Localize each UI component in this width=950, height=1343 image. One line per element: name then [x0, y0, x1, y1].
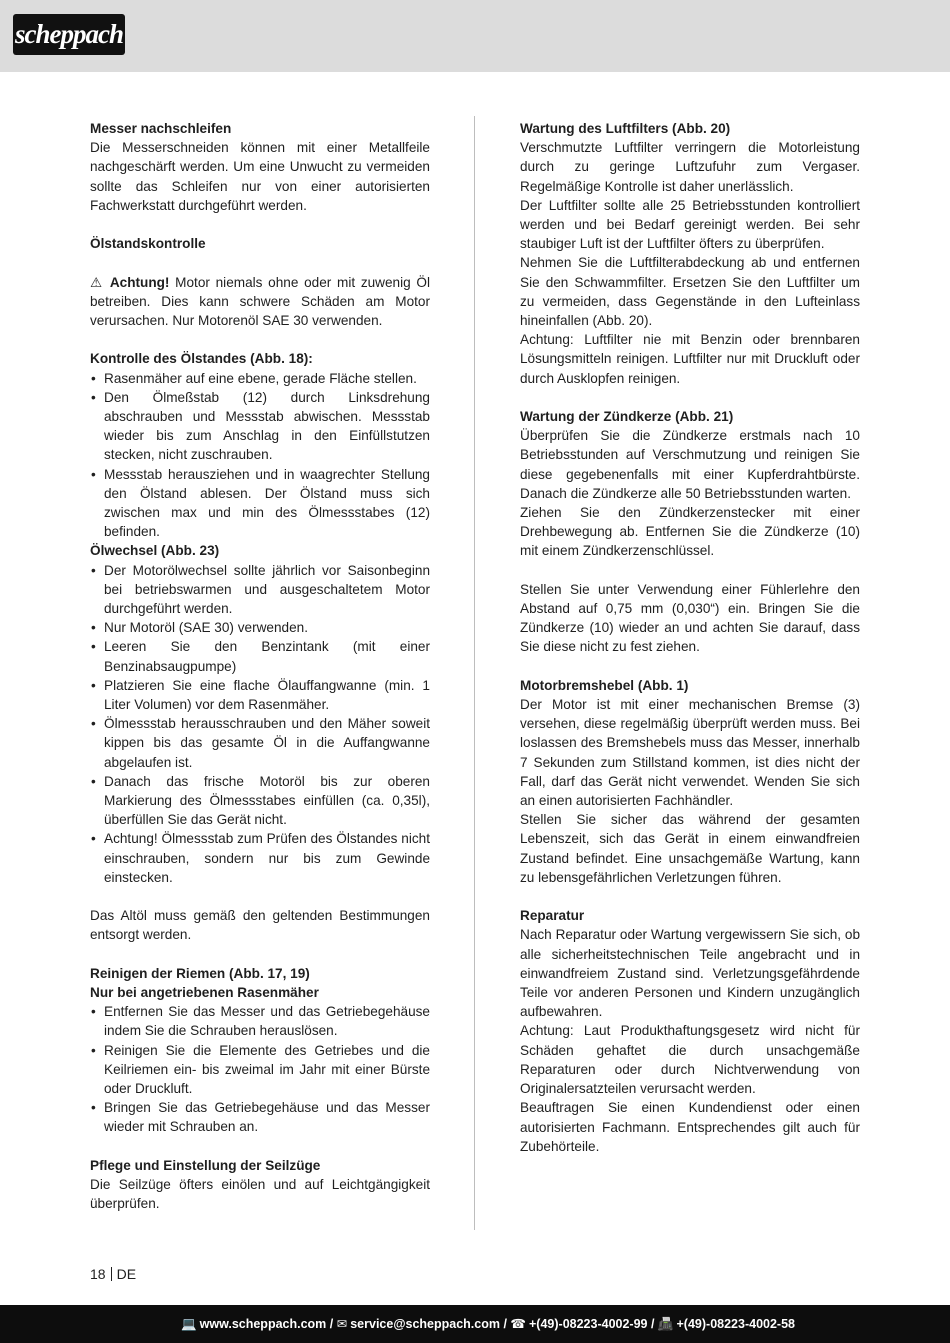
list-item: • Bringen Sie das Getriebegehäuse und das Messer wieder mit Schrauben an.	[90, 1098, 430, 1136]
page-language: DE	[116, 1266, 137, 1282]
list-item: • Leeren Sie den Benzintank (mit einer Benzinabsaugpumpe)	[90, 637, 430, 675]
paragraph: Der Luftfilter sollte alle 25 Betriebsstunden kontrolliert werden und bei Bedarf gereinigt werden. Bei sehr staubiger Luft ist der Luftfilter öfters zu überprüfen.	[520, 197, 860, 252]
list-riemen	[90, 1002, 430, 1136]
footer-email[interactable]: service@scheppach.com /	[350, 1317, 507, 1331]
section-title-reparatur: Reparatur	[520, 908, 585, 924]
list-item: • Danach das frische Motoröl bis zur oberen Markierung des Ölmessstabes einfüllen (ca. 0,35l), überfüllen Sie das Gerät nicht.	[90, 772, 430, 830]
computer-icon: 💻	[181, 1317, 197, 1331]
list-oelwechsel	[90, 561, 430, 887]
section-title-seilzuege: Pflege und Einstellung der Seilzüge	[90, 1157, 321, 1173]
paragraph: Der Motor ist mit einer mechanischen Bremse (3) versehen, diese regelmäßig überprüft werden muss. Bei loslassen des Bremshebels muss das Messer, innerhalb 7 Sekunden zum Stillstand kommen, ist dies nicht der Fall, darf das Gerät nicht verwendet. Wenden Sie sich an einen autorisierten Fachhändler.	[520, 697, 860, 809]
footer-fax: +(49)-08223-4002-58	[676, 1317, 795, 1331]
page-number-separator	[111, 1267, 112, 1281]
list-kontrolle-oelstand	[90, 369, 430, 542]
paragraph: Ziehen Sie den Zündkerzenstecker mit einer Drehbewegung ab. Entfernen Sie die Zündkerze (10) mit einem Zündkerzenschlüssel.	[520, 505, 860, 559]
list-item: • Messstab herausziehen und in waagrechter Stellung den Ölstand ablesen. Der Ölstand muss sich zwischen max und min des Ölmessstabes (12) befinden.	[90, 465, 430, 542]
section-text-messer: Die Messerschneiden können mit einer Metallfeile nachgeschärft werden. Um eine Unwucht zu vermeiden sollte das Schleifen nur von einer autorisierten Fachwerkstatt durchgeführt werden.	[90, 140, 430, 213]
paragraph: Achtung: Luftfilter nie mit Benzin oder brennbaren Lösungsmitteln reinigen. Luftfilter nur mit Druckluft oder durch Ausklopfen reinigen.	[520, 332, 860, 386]
right-column	[520, 119, 860, 1156]
altoel-note: Das Altöl muss gemäß den geltenden Bestimmungen entsorgt werden.	[90, 908, 430, 943]
header-band	[0, 0, 950, 72]
section-title-motorbremshebel: Motorbremshebel (Abb. 1)	[520, 677, 689, 693]
footer-website[interactable]: www.scheppach.com /	[199, 1317, 334, 1331]
list-item: • Nur Motoröl (SAE 30) verwenden.	[90, 618, 430, 637]
warning-label: Achtung!	[109, 274, 170, 290]
list-item: • Rasenmäher auf eine ebene, gerade Fläche stellen.	[90, 369, 430, 388]
section-title-messer: Messer nachschleifen	[90, 121, 232, 136]
mail-icon: ✉	[336, 1317, 348, 1331]
list-item: • Der Motorölwechsel sollte jährlich vor Saisonbeginn bei betriebswarmen und ausgeschaltetem Motor durchgeführt werden.	[90, 561, 430, 619]
footer-phone: +(49)-08223-4002-99 /	[529, 1317, 655, 1331]
section-title-riemen: Reinigen der Riemen (Abb. 17, 19)	[90, 965, 310, 981]
paragraph: Verschmutzte Luftfilter verringern die Motorleistung durch zu geringe Luftzufuhr zum Vergaser. Regelmäßige Kontrolle ist daher unerlässlich.	[520, 140, 860, 194]
list-item: • Ölmessstab herausschrauben und den Mäher soweit kippen bis das gesamte Öl in die Auffangwanne abgelaufen ist.	[90, 714, 430, 772]
fax-icon: 📠	[657, 1317, 674, 1331]
paragraph: Überprüfen Sie die Zündkerze erstmals nach 10 Betriebsstunden auf Verschmutzung und reinigen Sie diese gegebenenfalls mit einer Kupferdrahtbürste. Danach die Zündkerze alle 50 Betriebsstunden warten.	[520, 428, 860, 501]
list-item: • Den Ölmeßstab (12) durch Linksdrehung abschrauben und Messstab abwischen. Messstab wieder bis zum Anschlag in den Einfüllstutzen stecken, nicht zuschrauben.	[90, 388, 430, 465]
list-item: • Reinigen Sie die Elemente des Getriebes und die Keilriemen ein- bis zweimal im Jahr mit einer Bürste oder Druckluft.	[90, 1041, 430, 1099]
section-title-oelstandskontrolle: Ölstandskontrolle	[90, 236, 206, 252]
warning-paragraph	[90, 273, 430, 331]
paragraph: Stellen Sie sicher das während der gesamten Lebenszeit, sich das Gerät in einem einwandfreien Zustand befindet. Eine unsachgemäße Wartung, kann zu lebensgefährlichen Verletzungen führen.	[520, 812, 860, 885]
scheppach-logo: scheppach	[13, 14, 125, 55]
paragraph: Achtung: Laut Produkthaftungsgesetz wird nicht für Schäden gehaftet die durch unsachgemäße Reparaturen oder durch Nichtverwendung von Originalersatzteilen verursacht werden.	[520, 1023, 860, 1097]
list-item: • Achtung! Ölmessstab zum Prüfen des Ölstandes nicht einschrauben, sondern nur bis zum Gewinde einstecken.	[90, 829, 430, 887]
page-number	[90, 1265, 136, 1283]
phone-icon: ☎	[510, 1317, 526, 1331]
section-title-kontrolle-oelstand: Kontrolle des Ölstandes (Abb. 18):	[90, 351, 313, 367]
warning-text: Motor niemals ohne oder mit zuwenig Öl betreiben. Dies kann schwere Schäden am Motor verursachen. Nur Motorenöl SAE 30 verwenden.	[90, 274, 430, 328]
paragraph: Nach Reparatur oder Wartung vergewissern Sie sich, ob alle sicherheitstechnischen Teile angebracht und in einwandfreiem Zustand sind. Verletzungsgefährdende Teile vor anderen Personen und Kindern unzugänglich aufbewahren.	[520, 927, 860, 1020]
section-title-luftfilter: Wartung des Luftfilters (Abb. 20)	[520, 121, 731, 136]
section-text-seilzuege: Die Seilzüge öfters einölen und auf Leichtgängigkeit überprüfen.	[90, 1177, 430, 1212]
paragraph: Beauftragen Sie einen Kundendienst oder einen autorisierten Fachmann. Entsprechendes gilt auch für Zubehörteile.	[520, 1100, 860, 1154]
footer-contact	[181, 1305, 795, 1343]
left-column	[90, 119, 430, 1213]
section-title-zuendkerze: Wartung der Zündkerze (Abb. 21)	[520, 409, 734, 425]
paragraph: Stellen Sie unter Verwendung einer Fühlerlehre den Abstand auf 0,75 mm (0,030“) ein. Bringen Sie die Zündkerze (10) wieder an und achten Sie darauf, dass Sie diese nicht zu fest ziehen.	[520, 581, 860, 655]
list-item: • Entfernen Sie das Messer und das Getriebegehäuse indem Sie die Schrauben herauslösen.	[90, 1002, 430, 1040]
paragraph: Nehmen Sie die Luftfilterabdeckung ab und entfernen Sie den Schwammfilter. Ersetzen Sie den Luftfilter um zu vermeiden, dass Gegenstände in den Lufteinlass hineinfallen (Abb. 20).	[520, 255, 860, 329]
page-number-value: 18	[90, 1266, 106, 1282]
section-subtitle-riemen: Nur bei angetriebenen Rasenmäher	[90, 985, 319, 1001]
footer-bar	[0, 1305, 950, 1343]
warning-icon: ⚠	[90, 274, 105, 290]
section-title-oelwechsel: Ölwechsel (Abb. 23)	[90, 543, 220, 559]
list-item: • Platzieren Sie eine flache Ölauffangwanne (min. 1 Liter Volumen) vor dem Rasenmäher.	[90, 676, 430, 714]
column-divider	[474, 116, 475, 1230]
